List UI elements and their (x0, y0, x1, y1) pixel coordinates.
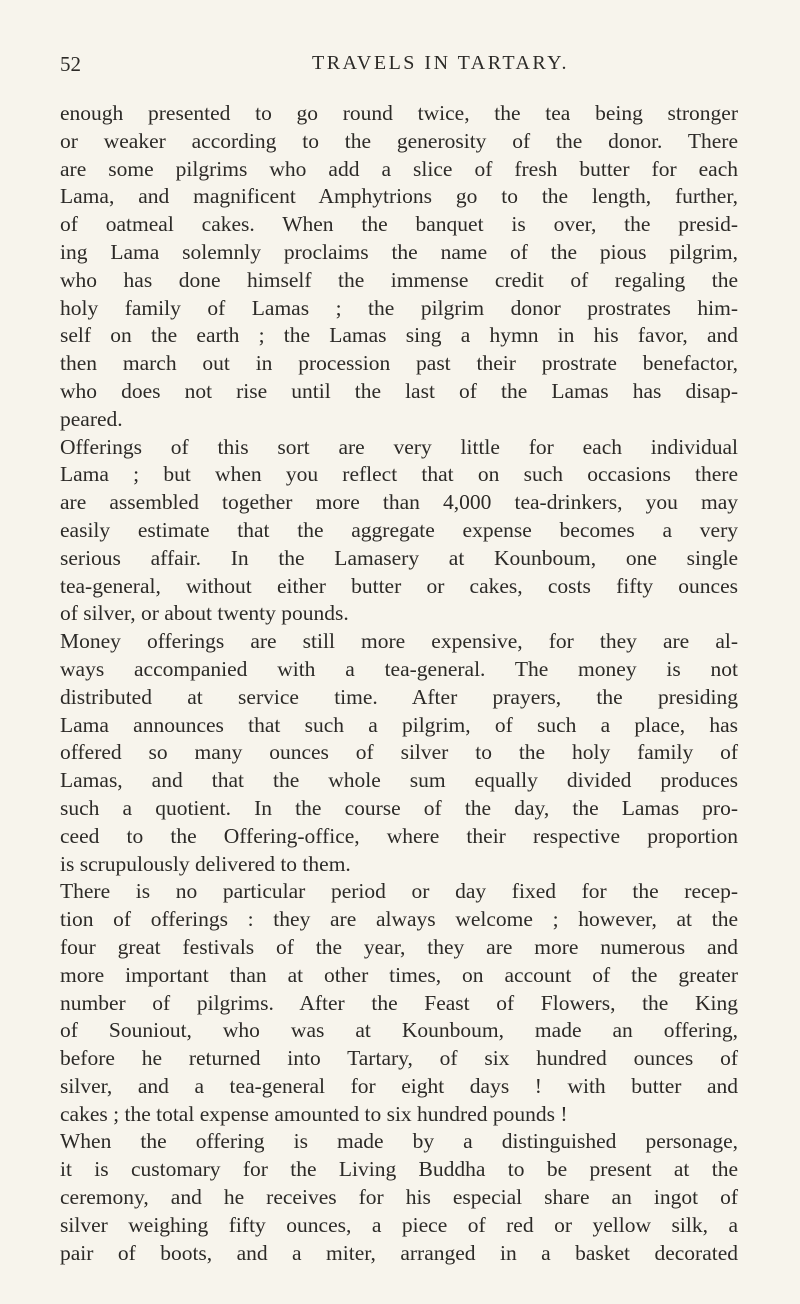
text-line: of silver, or about twenty pounds. (60, 601, 349, 626)
body-text (60, 100, 738, 1267)
text-line: or weaker according to the generosity of the donor. There (60, 128, 738, 153)
text-line: distributed at service time. After prayers, the presiding (60, 684, 738, 709)
page-number: 52 (60, 52, 81, 76)
text-line: ways accompanied with a tea-general. The money is not (60, 656, 738, 681)
text-line: are assembled together more than 4,000 tea-drinkers, you may (60, 490, 738, 515)
text-line: cakes ; the total expense amounted to six hundred pounds ! (60, 1101, 568, 1126)
text-line: holy family of Lamas ; the pilgrim donor prostrates him- (60, 295, 738, 320)
text-line: number of pilgrims. After the Feast of Flowers, the King (60, 990, 738, 1015)
text-line: are some pilgrims who add a slice of fresh butter for each (60, 156, 738, 181)
text-line: tion of offerings : they are always welcome ; however, at the (60, 907, 738, 932)
text-line: is scrupulously delivered to them. (60, 851, 351, 876)
text-line: more important than at other times, on account of the greater (60, 962, 738, 987)
text-line: Lama, and magnificent Amphytrions go to the length, further, (60, 184, 738, 209)
text-line: Offerings of this sort are very little for each individual (60, 434, 738, 459)
text-line: silver, and a tea-general for eight days ! with butter and (60, 1073, 738, 1098)
text-line: it is customary for the Living Buddha to be present at the (60, 1157, 738, 1182)
text-line: before he returned into Tartary, of six hundred ounces of (60, 1046, 738, 1071)
text-line: silver weighing fifty ounces, a piece of red or yellow silk, a (60, 1212, 738, 1237)
text-line: ceremony, and he receives for his especial share an ingot of (60, 1185, 738, 1210)
text-line: self on the earth ; the Lamas sing a hymn in his favor, and (60, 323, 738, 348)
running-title: TRAVELS IN TARTARY. (312, 52, 570, 74)
text-line: four great festivals of the year, they are more numerous and (60, 934, 738, 959)
text-line: pair of boots, and a miter, arranged in a basket decorated (60, 1240, 738, 1265)
text-line: Money offerings are still more expensive, for they are al- (60, 629, 738, 654)
text-line: enough presented to go round twice, the tea being stronger (60, 101, 738, 125)
text-line: Lama announces that such a pilgrim, of such a place, has (60, 712, 738, 737)
text-line: offered so many ounces of silver to the holy family of (60, 740, 738, 765)
text-line: tea-general, without either butter or cakes, costs fifty ounces (60, 573, 738, 598)
text-line: who has done himself the immense credit of regaling the (60, 267, 738, 292)
text-line: ceed to the Offering-office, where their respective proportion (60, 823, 738, 848)
text-line: When the offering is made by a distinguished personage, (60, 1129, 738, 1154)
running-head (60, 52, 738, 86)
text-line: Lamas, and that the whole sum equally divided produces (60, 768, 738, 793)
text-line: who does not rise until the last of the Lamas has disap- (60, 378, 738, 403)
text-line: then march out in procession past their prostrate benefactor, (60, 351, 738, 376)
text-line: serious affair. In the Lamasery at Kounboum, one single (60, 545, 738, 570)
text-line: Lama ; but when you reflect that on such occasions there (60, 462, 738, 487)
text-line: easily estimate that the aggregate expense becomes a very (60, 517, 738, 542)
text-line: ing Lama solemnly proclaims the name of the pious pilgrim, (60, 239, 738, 264)
text-line: There is no particular period or day fixed for the recep- (60, 879, 738, 904)
text-line: such a quotient. In the course of the day, the Lamas pro- (60, 795, 738, 820)
text-line: of oatmeal cakes. When the banquet is over, the presid- (60, 212, 738, 237)
text-line: of Souniout, who was at Kounboum, made an offering, (60, 1018, 738, 1043)
text-line: peared. (60, 406, 123, 431)
